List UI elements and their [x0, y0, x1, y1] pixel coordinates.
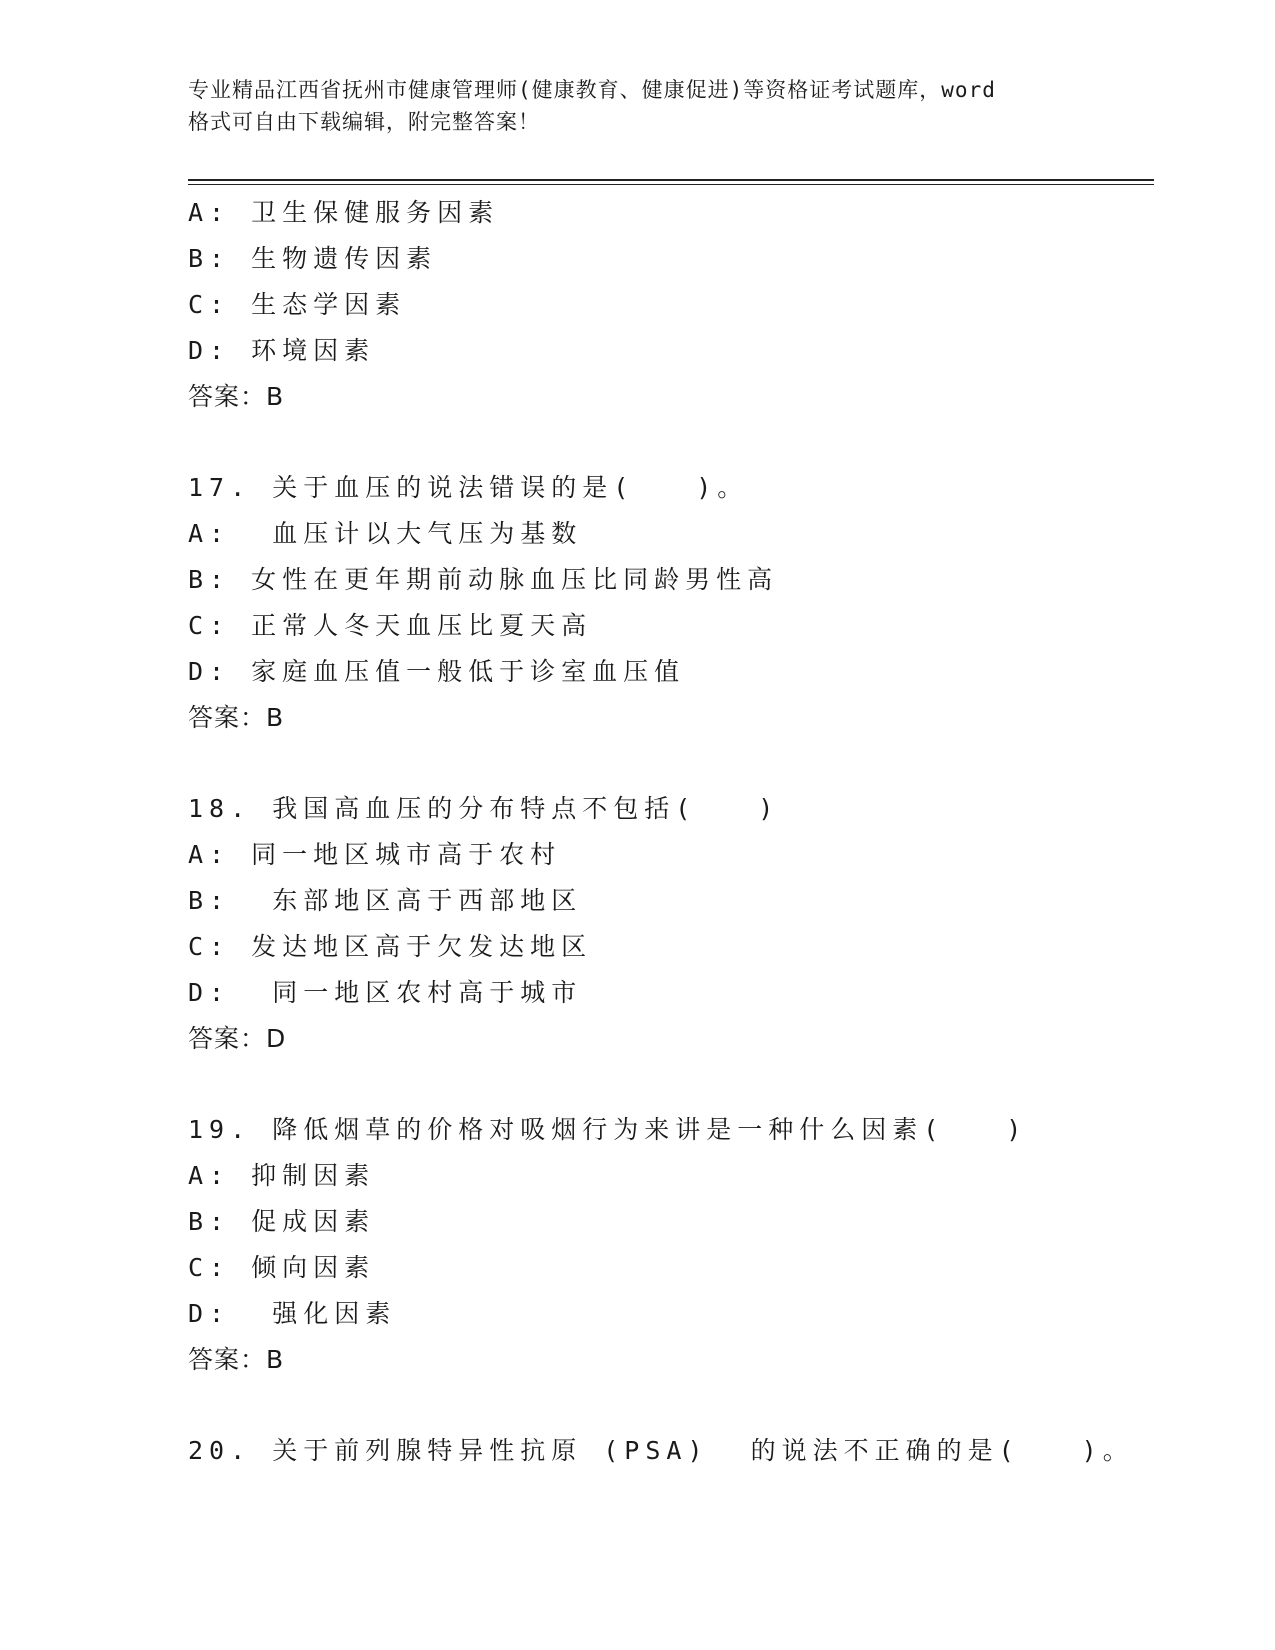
- option-b: B: 东部地区高于西部地区: [188, 886, 583, 915]
- option-b: B: 生物遗传因素: [188, 244, 438, 273]
- option-b: B: 女性在更年期前动脉血压比同龄男性高: [188, 565, 779, 594]
- question-text-20: 20. 关于前列腺特异性抗原 (PSA) 的说法不正确的是( )。: [188, 1436, 1134, 1465]
- question-list: [188, 190, 1154, 1474]
- option-c: C: 发达地区高于欠发达地区: [188, 932, 593, 961]
- question-block: [188, 786, 1154, 1062]
- answer-line: 答案：B: [188, 703, 285, 732]
- document-header: [188, 74, 1098, 138]
- option-a: A: 血压计以大气压为基数: [188, 519, 583, 548]
- question-block: [188, 190, 1154, 420]
- header-divider-thick: [188, 179, 1154, 181]
- header-line-2: 格式可自由下载编辑，附完整答案！: [188, 110, 540, 134]
- question-text: 17. 关于血压的说法错误的是( )。: [188, 473, 749, 502]
- header-divider-thin: [188, 184, 1154, 185]
- answer-line: 答案：B: [188, 382, 285, 411]
- question-text: 19. 降低烟草的价格对吸烟行为来讲是一种什么因素( ): [188, 1115, 1028, 1144]
- option-c: C: 正常人冬天血压比夏天高: [188, 611, 593, 640]
- option-c: C: 生态学因素: [188, 290, 407, 319]
- option-d: D: 强化因素: [188, 1299, 397, 1328]
- answer-line: 答案：B: [188, 1345, 285, 1374]
- answer-line: 答案：D: [188, 1024, 287, 1053]
- option-c: C: 倾向因素: [188, 1253, 376, 1282]
- option-a: A: 抑制因素: [188, 1161, 376, 1190]
- header-line-1: 专业精品江西省抚州市健康管理师(健康教育、健康促进)等资格证考试题库，word: [188, 78, 996, 102]
- question-text: 18. 我国高血压的分布特点不包括( ): [188, 794, 780, 823]
- option-a: A: 同一地区城市高于农村: [188, 840, 562, 869]
- option-d: D: 同一地区农村高于城市: [188, 978, 583, 1007]
- option-b: B: 促成因素: [188, 1207, 376, 1236]
- option-a: A: 卫生保健服务因素: [188, 198, 500, 227]
- option-d: D: 家庭血压值一般低于诊室血压值: [188, 657, 686, 686]
- question-block: [188, 465, 1154, 741]
- option-d: D: 环境因素: [188, 336, 376, 365]
- question-block: [188, 1107, 1154, 1383]
